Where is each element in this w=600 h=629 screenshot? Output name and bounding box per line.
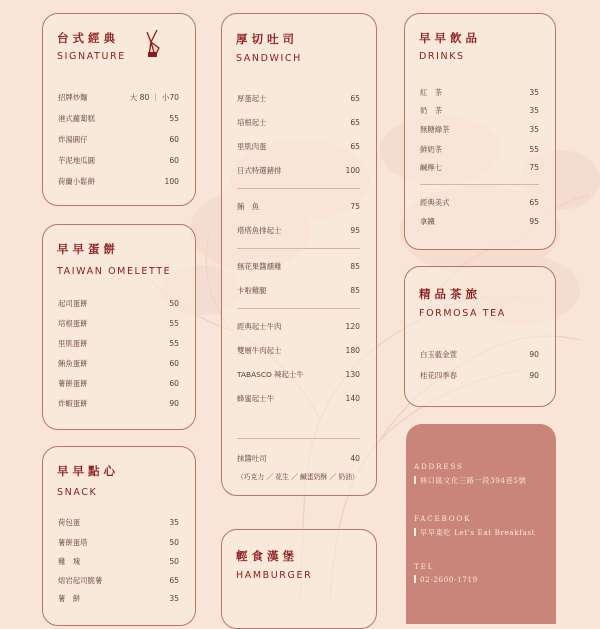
item-name: 經典美式 bbox=[420, 197, 450, 207]
menu-item bbox=[58, 336, 179, 350]
item-price: 95 bbox=[350, 225, 360, 235]
item-price: 95 bbox=[529, 216, 539, 226]
tea-subtitle: FORMOSA TEA bbox=[419, 308, 506, 319]
menu-item bbox=[58, 153, 179, 167]
menu-item bbox=[237, 343, 360, 357]
menu-item bbox=[420, 103, 539, 117]
hamburger-card bbox=[221, 529, 377, 629]
item-name: 日式特選豬排 bbox=[237, 165, 282, 175]
item-price: 65 bbox=[350, 93, 360, 103]
item-price: 65 bbox=[169, 575, 179, 585]
omelette-card bbox=[42, 224, 196, 430]
item-price: 75 bbox=[350, 201, 360, 211]
item-price: 85 bbox=[350, 261, 360, 271]
menu-item bbox=[420, 142, 539, 156]
item-name: 雙層牛肉起士 bbox=[237, 345, 282, 355]
menu-item bbox=[58, 111, 179, 125]
item-name: 厚蛋起士 bbox=[237, 93, 267, 103]
item-price: 大 80 ｜ 小70 bbox=[129, 92, 179, 102]
menu-item bbox=[58, 316, 179, 330]
item-name: 里肌蛋餅 bbox=[58, 338, 88, 348]
item-price: 50 bbox=[169, 298, 179, 308]
item-name: 鹹檸七 bbox=[420, 162, 443, 172]
item-name: 里肌肉蛋 bbox=[237, 141, 267, 151]
item-price: 35 bbox=[529, 105, 539, 115]
divider bbox=[237, 308, 360, 309]
tea-title: 精品茶旅 bbox=[419, 287, 481, 301]
menu-item bbox=[237, 367, 360, 381]
drinks-subtitle: DRINKS bbox=[419, 51, 465, 62]
item-name: 培根起士 bbox=[237, 117, 267, 127]
item-name: 奶 茶 bbox=[420, 105, 443, 115]
menu-item bbox=[420, 347, 539, 361]
facebook-value[interactable]: 早早東吃 Let's Eat Breakfast bbox=[414, 528, 535, 538]
item-price: 50 bbox=[169, 537, 179, 547]
menu-item bbox=[420, 368, 539, 382]
item-name: 炸湯圓仔 bbox=[58, 134, 88, 144]
spread-flavors-note: （巧克力 ／ 花生 ／ 鹹蛋奶酥 ／ 奶油） bbox=[237, 473, 359, 481]
item-price: 40 bbox=[350, 453, 360, 463]
hamburger-subtitle: HAMBURGER bbox=[236, 570, 313, 581]
menu-item bbox=[237, 115, 360, 129]
signature-card bbox=[42, 13, 196, 206]
item-name: 抹醬吐司 bbox=[237, 453, 267, 463]
item-price: 90 bbox=[529, 349, 539, 359]
item-name: 芋泥地瓜圓 bbox=[58, 155, 95, 165]
menu-item bbox=[58, 356, 179, 370]
drinks-title: 早早飲品 bbox=[419, 31, 481, 45]
menu-item bbox=[58, 554, 179, 568]
item-price: 60 bbox=[169, 358, 179, 368]
item-name: 白玉藍金萱 bbox=[420, 349, 457, 359]
item-price: 65 bbox=[529, 197, 539, 207]
item-name: 塔塔魚排起士 bbox=[237, 225, 282, 235]
divider bbox=[237, 188, 360, 189]
item-price: 100 bbox=[164, 176, 179, 186]
menu-item bbox=[58, 591, 179, 605]
item-name: 拿鐵 bbox=[420, 216, 435, 226]
menu-item bbox=[420, 214, 539, 228]
item-name: 培根蛋餅 bbox=[58, 318, 88, 328]
address-label: ADDRESS bbox=[414, 462, 464, 471]
menu-item bbox=[420, 160, 539, 174]
menu-item bbox=[420, 85, 539, 99]
item-name: 荷蘭小鬆餅 bbox=[58, 176, 95, 186]
divider bbox=[420, 184, 539, 185]
item-name: 卡啦雞腿 bbox=[237, 285, 267, 295]
item-name: 薯餅蛋塔 bbox=[58, 537, 88, 547]
item-name: 鮪 魚 bbox=[237, 201, 260, 211]
item-price: 55 bbox=[529, 144, 539, 154]
divider bbox=[237, 438, 360, 439]
signature-subtitle: SIGNATURE bbox=[57, 51, 126, 62]
menu-item bbox=[237, 319, 360, 333]
drinks-card bbox=[404, 13, 556, 250]
item-name: 薯 餅 bbox=[58, 593, 81, 603]
omelette-subtitle: TAIWAN OMELETTE bbox=[57, 266, 172, 277]
item-price: 75 bbox=[529, 162, 539, 172]
menu-item bbox=[58, 535, 179, 549]
sandwich-card bbox=[221, 13, 377, 496]
item-price: 60 bbox=[169, 134, 179, 144]
item-price: 35 bbox=[529, 87, 539, 97]
item-price: 180 bbox=[345, 345, 360, 355]
item-price: 55 bbox=[169, 318, 179, 328]
item-name: 熔岩起司脆薯 bbox=[58, 575, 103, 585]
menu-item bbox=[237, 163, 360, 177]
item-name: 起司蛋餅 bbox=[58, 298, 88, 308]
item-name: 鮪魚蛋餅 bbox=[58, 358, 88, 368]
item-name: 無糖綠茶 bbox=[420, 124, 450, 134]
sandwich-subtitle: SANDWICH bbox=[236, 53, 302, 64]
hamburger-title: 輕食漢堡 bbox=[236, 549, 298, 563]
menu-item bbox=[58, 132, 179, 146]
signature-title: 台式經典 bbox=[57, 31, 119, 45]
item-price: 35 bbox=[529, 124, 539, 134]
menu-item bbox=[58, 90, 179, 104]
divider bbox=[237, 248, 360, 249]
menu-item bbox=[237, 259, 360, 273]
snack-card bbox=[42, 446, 196, 626]
tel-label: TEL bbox=[414, 562, 435, 571]
item-name: TABASCO 辣起士牛 bbox=[237, 369, 304, 379]
menu-item bbox=[420, 195, 539, 209]
menu-item bbox=[237, 223, 360, 237]
menu-item bbox=[58, 376, 179, 390]
sandwich-title: 厚切吐司 bbox=[236, 32, 298, 46]
item-name: 港式蘿蔔糕 bbox=[58, 113, 95, 123]
omelette-title: 早早蛋餅 bbox=[57, 242, 119, 256]
item-name: 蜂蜜起士牛 bbox=[237, 393, 274, 403]
item-name: 桂花四季春 bbox=[420, 370, 457, 380]
item-price: 90 bbox=[529, 370, 539, 380]
menu-item bbox=[237, 391, 360, 405]
item-price: 85 bbox=[350, 285, 360, 295]
facebook-label: FACEBOOK bbox=[414, 514, 472, 523]
menu-item bbox=[58, 296, 179, 310]
item-price: 65 bbox=[350, 117, 360, 127]
item-name: 雞 塊 bbox=[58, 556, 81, 566]
item-price: 60 bbox=[169, 155, 179, 165]
item-price: 65 bbox=[350, 141, 360, 151]
item-price: 35 bbox=[169, 517, 179, 527]
item-price: 55 bbox=[169, 113, 179, 123]
menu-item bbox=[58, 396, 179, 410]
menu-item bbox=[237, 451, 360, 465]
item-name: 鮮奶茶 bbox=[420, 144, 443, 154]
item-price: 90 bbox=[169, 398, 179, 408]
menu-item bbox=[237, 283, 360, 297]
item-name: 炸蝦蛋餅 bbox=[58, 398, 88, 408]
menu-item bbox=[58, 515, 179, 529]
tel-value[interactable]: 02-2600-1719 bbox=[414, 575, 478, 584]
item-price: 140 bbox=[345, 393, 360, 403]
contact-panel bbox=[406, 424, 556, 624]
item-price: 50 bbox=[169, 556, 179, 566]
menu-item bbox=[420, 122, 539, 136]
menu-item bbox=[237, 199, 360, 213]
menu-item bbox=[58, 573, 179, 587]
item-price: 35 bbox=[169, 593, 179, 603]
snack-title: 早早點心 bbox=[57, 464, 119, 478]
item-price: 100 bbox=[345, 165, 360, 175]
item-name: 經典起士牛肉 bbox=[237, 321, 282, 331]
address-value: 林口區文化三路一段394巷5號 bbox=[414, 476, 526, 486]
tea-card bbox=[404, 266, 556, 407]
menu-item bbox=[58, 174, 179, 188]
item-name: 荷包蛋 bbox=[58, 517, 81, 527]
item-name: 紅 茶 bbox=[420, 87, 443, 97]
item-name: 薯餅蛋餅 bbox=[58, 378, 88, 388]
item-name: 招牌炒麵 bbox=[58, 92, 88, 102]
item-price: 120 bbox=[345, 321, 360, 331]
item-price: 55 bbox=[169, 338, 179, 348]
menu-item bbox=[237, 139, 360, 153]
item-price: 130 bbox=[345, 369, 360, 379]
hand-gesture-icon bbox=[143, 28, 167, 58]
item-name: 無花果醬燻雞 bbox=[237, 261, 282, 271]
menu-item bbox=[237, 91, 360, 105]
snack-subtitle: SNACK bbox=[57, 487, 98, 498]
item-price: 60 bbox=[169, 378, 179, 388]
